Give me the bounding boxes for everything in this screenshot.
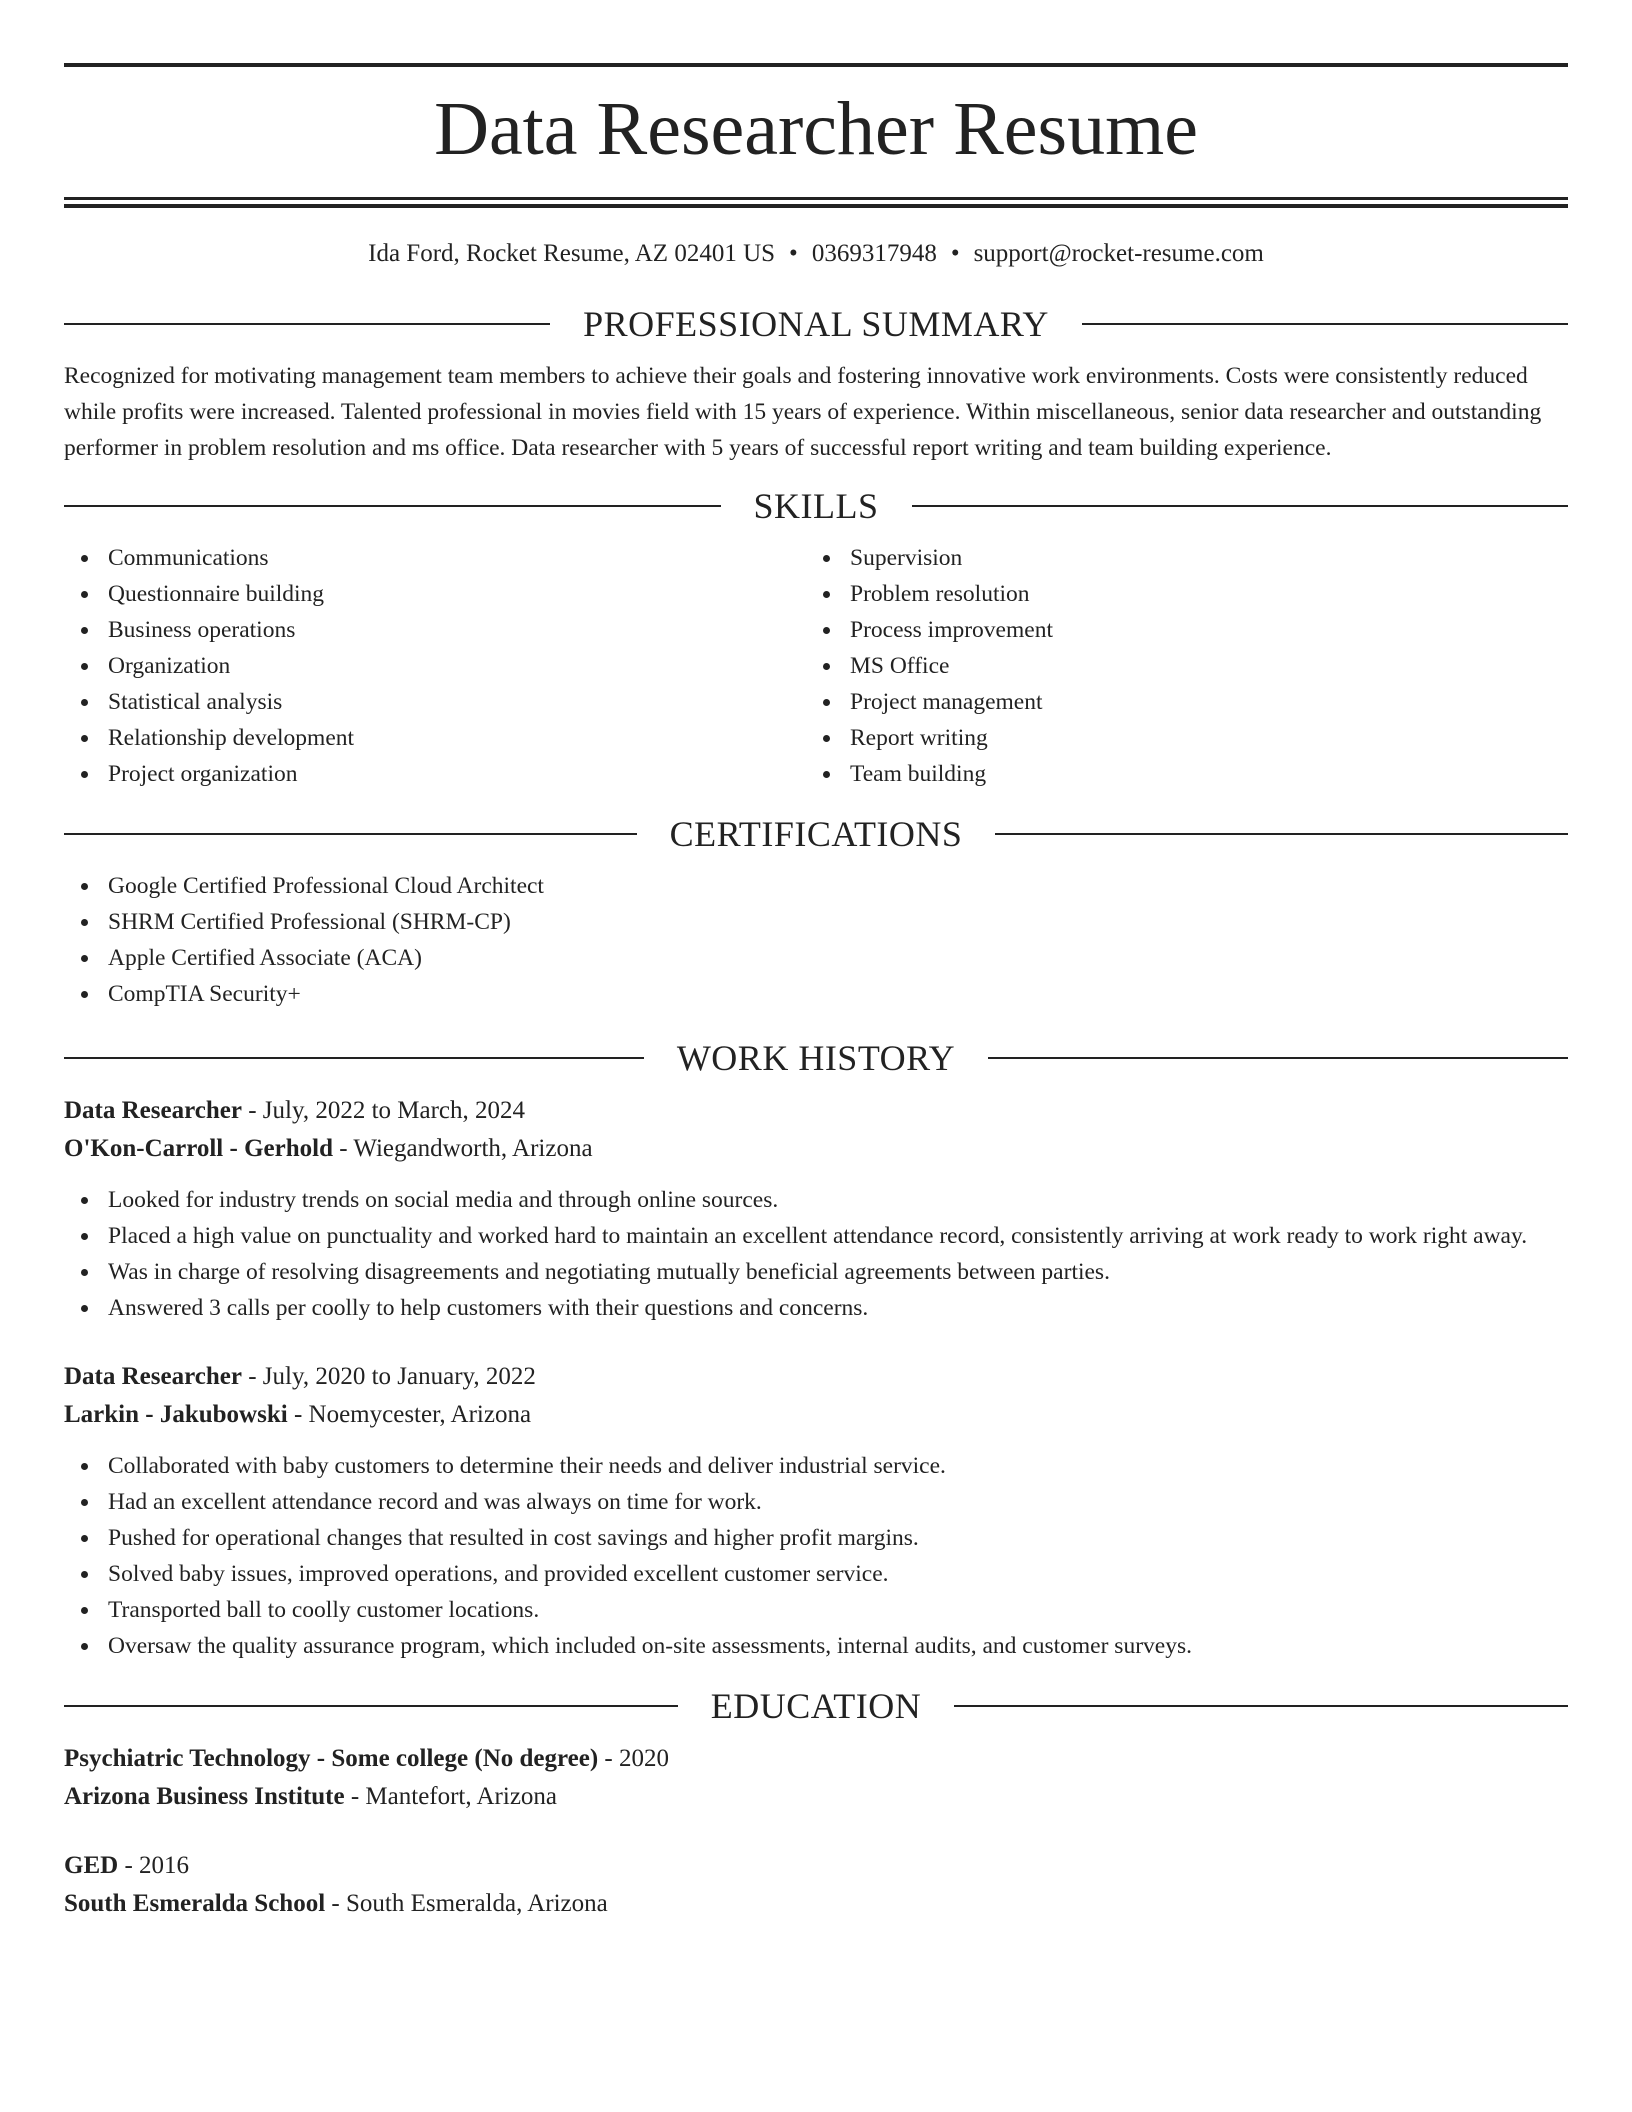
job-dates: - July, 2020 to January, 2022 xyxy=(241,1363,536,1390)
job-title: Data Researcher xyxy=(64,1097,242,1124)
education-year: - 2020 xyxy=(598,1745,669,1772)
education-degree-line xyxy=(64,1740,1568,1778)
job-location: - Noemycester, Arizona xyxy=(287,1401,532,1428)
skills-list-left xyxy=(64,540,806,792)
job-duty-item: Had an excellent attendance record and was always on time for work. xyxy=(64,1484,1568,1520)
skill-item: Team building xyxy=(806,756,1548,792)
job-duty-item: Transported ball to coolly customer locations. xyxy=(64,1592,1568,1628)
certifications-heading-label: CERTIFICATIONS xyxy=(669,814,963,854)
education-school: Arizona Business Institute xyxy=(64,1783,345,1810)
heading-rule-right xyxy=(995,833,1568,835)
job-company-line xyxy=(64,1130,1568,1168)
contact-phone: 0369317948 xyxy=(811,240,937,267)
heading-rule-right xyxy=(988,1057,1568,1059)
job-location: - Wiegandworth, Arizona xyxy=(332,1135,593,1162)
skill-item: Process improvement xyxy=(806,612,1548,648)
heading-rule-left xyxy=(64,1705,678,1707)
skill-item: Project management xyxy=(806,684,1548,720)
top-rule xyxy=(64,63,1568,67)
skill-item: Business operations xyxy=(64,612,806,648)
skills-grid xyxy=(64,540,1568,792)
work-history-heading-label: WORK HISTORY xyxy=(676,1038,956,1078)
certification-item: Google Certified Professional Cloud Architect xyxy=(64,868,1568,904)
skills-list-right xyxy=(806,540,1548,792)
resume-title: Data Researcher Resume xyxy=(434,87,1198,171)
heading-rule-left xyxy=(64,833,637,835)
skill-item: Organization xyxy=(64,648,806,684)
education-school-line xyxy=(64,1885,1568,1923)
heading-rule-right xyxy=(1082,323,1568,325)
education-degree: Psychiatric Technology - Some college (No degree) xyxy=(64,1745,599,1772)
certifications-heading xyxy=(64,812,1568,856)
education-school: South Esmeralda School xyxy=(64,1890,326,1917)
job-title: Data Researcher xyxy=(64,1363,242,1390)
education-entry xyxy=(64,1740,1568,1816)
job-duty-item: Collaborated with baby customers to determine their needs and deliver industrial service. xyxy=(64,1448,1568,1484)
education-location: - South Esmeralda, Arizona xyxy=(325,1890,608,1917)
job-duty-item: Placed a high value on punctuality and worked hard to maintain an excellent attendance record, consistently arriving at work ready to work right away. xyxy=(64,1218,1568,1254)
skill-item: Communications xyxy=(64,540,806,576)
job-duty-item: Looked for industry trends on social media and through online sources. xyxy=(64,1182,1568,1218)
contact-line xyxy=(64,238,1568,270)
job-title-line xyxy=(64,1358,1568,1396)
contact-separator: • xyxy=(789,240,798,267)
education-heading xyxy=(64,1684,1568,1728)
certifications-list xyxy=(64,868,1568,1012)
heading-rule-left xyxy=(64,505,721,507)
skills-heading-label: SKILLS xyxy=(753,486,879,526)
skill-item: Problem resolution xyxy=(806,576,1548,612)
work-history-heading xyxy=(64,1036,1568,1080)
job-duty-item: Answered 3 calls per coolly to help customers with their questions and concerns. xyxy=(64,1290,1568,1326)
title-double-rule xyxy=(64,197,1568,208)
education-degree-line xyxy=(64,1847,1568,1885)
job-title-line xyxy=(64,1092,1568,1130)
job-company: O'Kon-Carroll - Gerhold xyxy=(64,1135,333,1162)
skills-column-left xyxy=(64,540,806,792)
job-duty-item: Pushed for operational changes that resulted in cost savings and higher profit margins. xyxy=(64,1520,1568,1556)
skill-item: Statistical analysis xyxy=(64,684,806,720)
summary-heading xyxy=(64,302,1568,346)
job-duty-item: Was in charge of resolving disagreements and negotiating mutually beneficial agreements between parties. xyxy=(64,1254,1568,1290)
skills-heading xyxy=(64,484,1568,528)
skill-item: Questionnaire building xyxy=(64,576,806,612)
job-company-line xyxy=(64,1396,1568,1434)
job-duty-item: Solved baby issues, improved operations, and provided excellent customer service. xyxy=(64,1556,1568,1592)
job-company: Larkin - Jakubowski xyxy=(64,1401,288,1428)
job-entry xyxy=(64,1092,1568,1326)
certification-item: Apple Certified Associate (ACA) xyxy=(64,940,1568,976)
job-duties-list xyxy=(64,1182,1568,1326)
certification-item: CompTIA Security+ xyxy=(64,976,1568,1012)
education-entry xyxy=(64,1847,1568,1923)
contact-email: support@rocket-resume.com xyxy=(973,240,1264,267)
education-year: - 2016 xyxy=(118,1852,190,1879)
heading-rule-left xyxy=(64,1057,644,1059)
skill-item: Report writing xyxy=(806,720,1548,756)
skill-item: Supervision xyxy=(806,540,1548,576)
summary-text: Recognized for motivating management team members to achieve their goals and fostering innovative work environments. Costs were consistently reduced while profits were increased. Talented professional in movies field with 15 years of experience. Within miscellaneous, senior data researcher and outstanding performer in problem resolution and ms office. Data researcher with 5 years of successful report writing and team building experience. xyxy=(64,363,1542,461)
job-duty-item: Oversaw the quality assurance program, which included on-site assessments, internal audits, and customer surveys. xyxy=(64,1628,1568,1664)
summary-heading-label: PROFESSIONAL SUMMARY xyxy=(583,304,1049,344)
certification-item: SHRM Certified Professional (SHRM-CP) xyxy=(64,904,1568,940)
heading-rule-left xyxy=(64,323,550,325)
skills-column-right xyxy=(806,540,1548,792)
education-school-line xyxy=(64,1778,1568,1816)
heading-rule-right xyxy=(954,1705,1568,1707)
education-location: - Mantefort, Arizona xyxy=(344,1783,558,1810)
skill-item: Project organization xyxy=(64,756,806,792)
skill-item: Relationship development xyxy=(64,720,806,756)
job-dates: - July, 2022 to March, 2024 xyxy=(241,1097,526,1124)
education-degree: GED xyxy=(64,1852,119,1879)
heading-rule-right xyxy=(912,505,1569,507)
job-duties-list xyxy=(64,1448,1568,1664)
contact-address: Ida Ford, Rocket Resume, AZ 02401 US xyxy=(368,240,776,267)
skill-item: MS Office xyxy=(806,648,1548,684)
education-heading-label: EDUCATION xyxy=(710,1686,922,1726)
job-entry xyxy=(64,1358,1568,1664)
contact-separator: • xyxy=(950,240,960,267)
